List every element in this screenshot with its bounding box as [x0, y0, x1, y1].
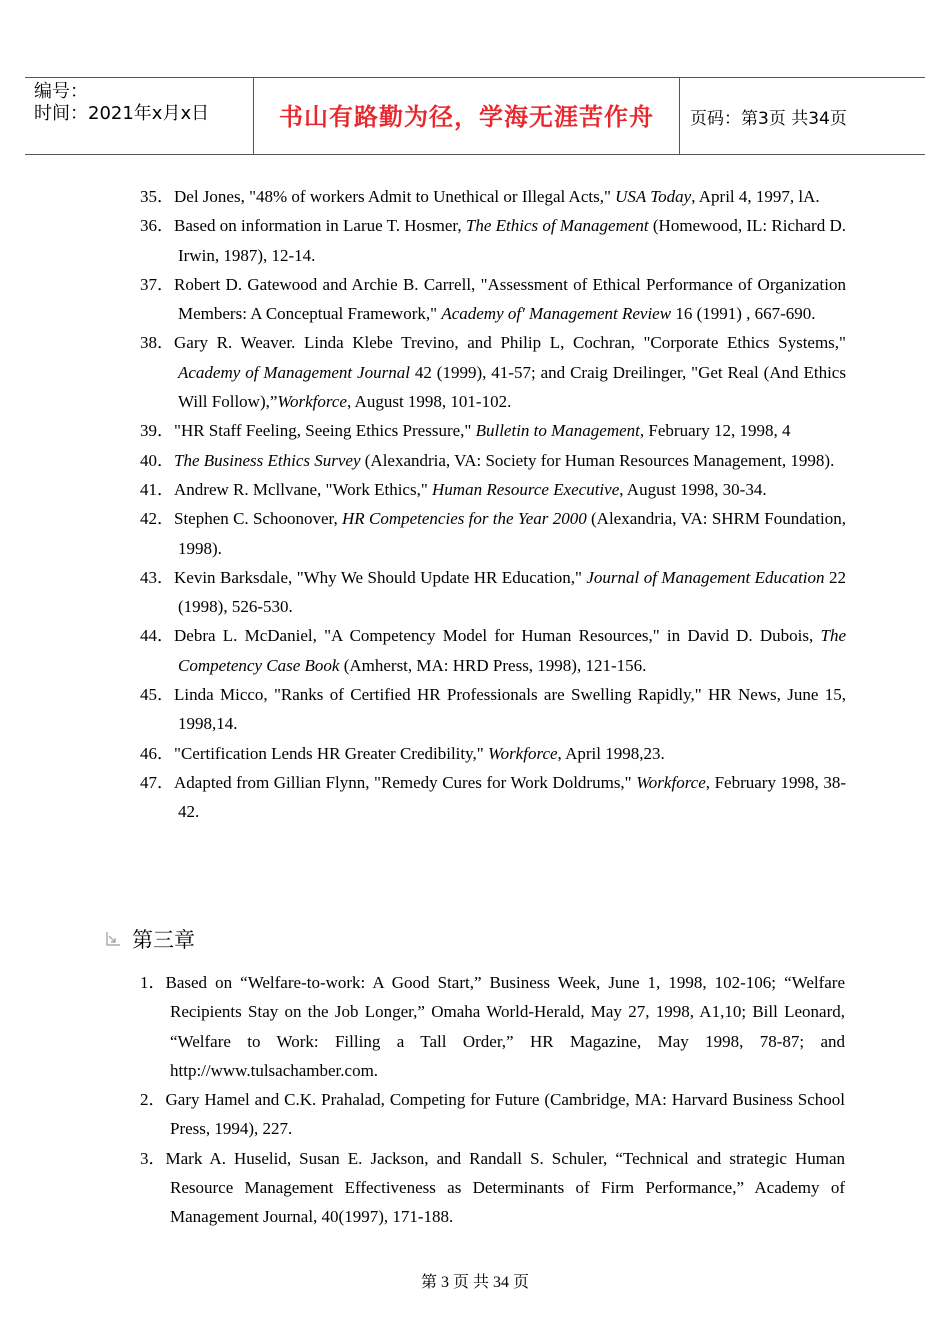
reference-title: USA Today: [615, 187, 692, 206]
reference-text: Del Jones, "48% of workers Admit to Unethical or Illegal Acts,": [174, 187, 616, 206]
reference-text: (Amherst, MA: HRD Press, 1998), 121-156.: [339, 655, 647, 675]
reference-text: (Alexandria, VA: Society for Human Resources Management, 1998).: [360, 450, 835, 470]
reference-text: Adapted from Gillian Flynn, "Remedy Cures for Work Doldrums,": [174, 772, 637, 792]
reference-number: 38．: [140, 333, 174, 353]
reference-title: The Competency Case Book: [178, 626, 846, 675]
reference-item: [140, 475, 846, 504]
reference-number: 36．: [140, 216, 174, 236]
reference-title: The Ethics of Management: [465, 216, 649, 236]
reference-text: "HR Staff Feeling, Seeing Ethics Pressure,": [174, 421, 476, 441]
reference-item: [140, 768, 846, 827]
reference-number: 42．: [140, 509, 174, 529]
reference-item: [140, 1144, 845, 1232]
reference-item: [140, 1085, 845, 1144]
reference-text: Based on “Welfare-to-work: A Good Start,” Business Week, June 1, 1998, 102-106; “Welfare Recipients Stay on the Job Longer,” Omaha World-Herald, May 27, 1998, A1,10; Bill Leonard, “Welfare to Work: Filling a Tall Order,” HR Magazine, May 1998, 78-87; and http://www.tulsachamber.com.: [165, 973, 845, 1080]
reference-number: 40．: [140, 450, 174, 470]
reference-number: 37．: [140, 274, 174, 294]
reference-item: [140, 270, 846, 329]
document-number-label: 编号：: [34, 81, 88, 102]
reference-text: Mark A. Huselid, Susan E. Jackson, and Randall S. Schuler, “Technical and strategic Human Resource Management Effectiveness as Determinants of Firm Performance,” Academy of Management Journal, 40(1997), 171-188.: [165, 1148, 845, 1227]
reference-title: Journal of Management Education: [586, 567, 825, 587]
reference-number: 44．: [140, 626, 174, 646]
reference-text: , February 1998, 38-42.: [178, 772, 846, 822]
reference-text: (Homewood, IL: Richard D. Irwin, 1987), 12-14.: [178, 216, 847, 265]
document-time-label: 时间：2021年x月x日: [34, 103, 210, 124]
reference-item: [140, 680, 846, 739]
reference-text: Linda Micco, "Ranks of Certified HR Professionals are Swelling Rapidly," HR News, June 15, 1998,14.: [174, 685, 846, 734]
reference-title: Human Resource Executive: [432, 479, 620, 499]
reference-item: [140, 621, 846, 680]
reference-text: Stephen C. Schoonover,: [174, 509, 343, 529]
reference-title: HR Competencies for the Year 2000: [342, 509, 587, 529]
reference-number: 43．: [140, 567, 174, 587]
reference-number: 2．: [140, 1090, 166, 1110]
chapter-reference-list: [140, 968, 845, 1232]
reference-text: Kevin Barksdale, "Why We Should Update HR Education,": [174, 567, 587, 587]
reference-number: 39．: [140, 421, 174, 441]
heading-outline-icon: [104, 930, 122, 948]
reference-number: 47．: [140, 772, 174, 792]
reference-text: , August 1998, 101-102.: [346, 392, 512, 412]
reference-title: The Business Ethics Survey: [174, 450, 361, 470]
reference-title: Workforce: [636, 772, 706, 792]
reference-number: 45．: [140, 685, 174, 705]
reference-item: [140, 182, 846, 211]
reference-text: , April 4, 1997, lA.: [691, 187, 820, 206]
chapter-title: 第三章: [132, 928, 195, 952]
reference-text: Based on information in Larue T. Hosmer,: [174, 216, 466, 236]
reference-title: Academy of' Management Review: [441, 304, 672, 324]
reference-text: 42 (1999), 41-57; and Craig Dreilinger, "Get Real (And Ethics Will Follow),”: [178, 362, 846, 412]
reference-title: Workforce: [487, 743, 558, 763]
reference-text: (Alexandria, VA: SHRM Foundation, 1998).: [178, 509, 847, 558]
header-motto: 书山有路勤为径，学海无涯苦作舟: [254, 78, 680, 154]
reference-number: 46．: [140, 743, 174, 763]
reference-title: Bulletin to Management: [475, 421, 640, 441]
reference-title: Workforce: [277, 392, 347, 412]
reference-text: Gary R. Weaver. Linda Klebe Trevino, and Philip L, Cochran, "Corporate Ethics Systems,": [174, 333, 846, 353]
reference-item: [140, 504, 846, 563]
reference-text: Debra L. McDaniel, "A Competency Model for Human Resources," in David D. Dubois,: [174, 626, 821, 646]
reference-item: [140, 563, 846, 622]
reference-text: 22 (1998), 526-530.: [178, 567, 846, 617]
reference-number: 1．: [140, 973, 166, 992]
footer-page-number: 第 3 页 共 34 页: [420, 1274, 529, 1291]
reference-item: [140, 211, 846, 270]
header-meta: [25, 78, 254, 154]
reference-text: , August 1998, 30-34.: [619, 479, 767, 499]
reference-item: [140, 968, 845, 1085]
reference-number: 3．: [140, 1148, 166, 1168]
page-footer: [0, 1269, 950, 1292]
header-page-info: 页码：第3页 共34页: [690, 108, 847, 129]
reference-number: 35．: [140, 187, 174, 206]
reference-text: Andrew R. Mcllvane, "Work Ethics,": [174, 479, 433, 499]
chapter-heading: [104, 924, 195, 954]
reference-number: 41．: [140, 479, 174, 499]
reference-list: [140, 182, 846, 827]
reference-item: [140, 416, 846, 445]
reference-text: 16 (1991) , 667-690.: [671, 304, 816, 324]
reference-item: [140, 446, 846, 475]
reference-text: Gary Hamel and C.K. Prahalad, Competing for Future (Cambridge, MA: Harvard Business School Press, 1994), 227.: [165, 1090, 845, 1139]
reference-title: Academy of Management Journal: [178, 362, 410, 382]
reference-text: , April 1998,23.: [557, 743, 665, 763]
page-header: [25, 77, 925, 155]
reference-item: [140, 739, 846, 768]
reference-text: , February 12, 1998, 4: [639, 421, 791, 441]
reference-text: Robert D. Gatewood and Archie B. Carrell, "Assessment of Ethical Performance of Organization Members: A Conceptual Framework,": [174, 274, 846, 324]
reference-text: "Certification Lends HR Greater Credibility,": [174, 743, 488, 763]
reference-item: [140, 328, 846, 416]
